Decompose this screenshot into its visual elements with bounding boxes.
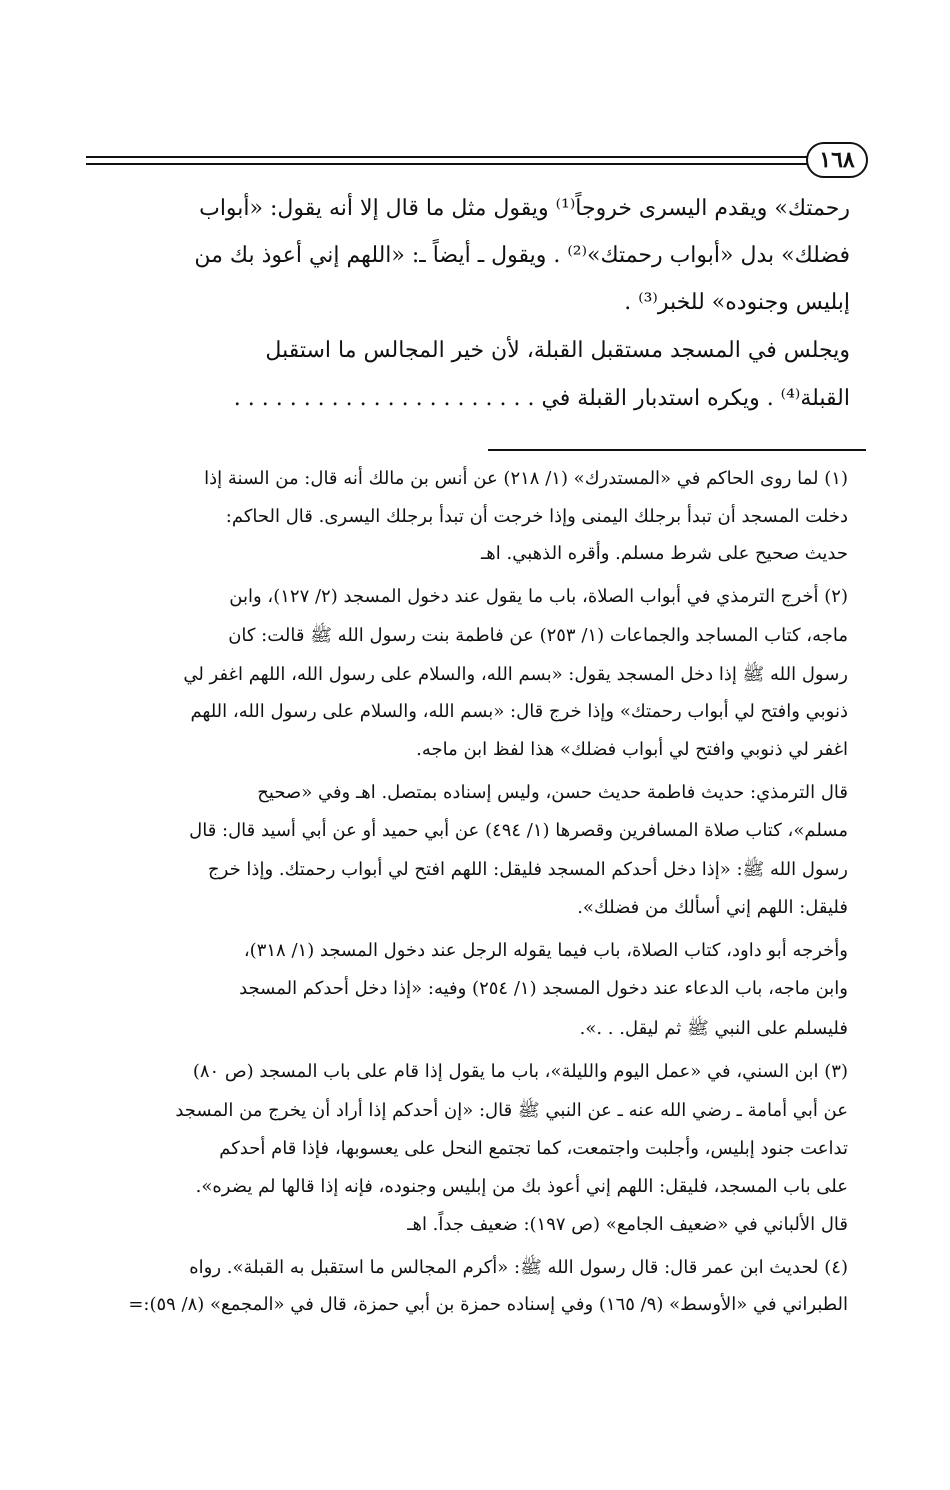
- footnote-line: على باب المسجد، فليقل: اللهم إني أعوذ بك من إبليس وجنوده، فإنه إذا قالها لم يضره».: [195, 1176, 848, 1197]
- footnote-line: دخلت المسجد أن تبدأ برجلك اليمنى وإذا خرجت أن تبدأ برجلك اليسرى. قال الحاكم:: [225, 506, 848, 527]
- main-text-line: إبليس وجنوده» للخبر⁽³⁾ .: [624, 290, 850, 315]
- footnote-line: فليقل: اللهم إني أسألك من فضلك».: [577, 897, 848, 918]
- footnote-line: اغفر لي ذنوبي وافتح لي أبواب فضلك» هذا لفظ ابن ماجه.: [416, 739, 848, 760]
- footnote-line: قال الألباني في «ضعيف الجامع» (ص ١٩٧): ضعيف جداً. اهـ: [407, 1214, 848, 1235]
- footnote-line: (٣) ابن السني، في «عمل اليوم والليلة»، باب ما يقول إذا قام على باب المسجد (ص ٨٠): [192, 1061, 848, 1082]
- footnote-line: عن أبي أمامة ـ رضي الله عنه ـ عن النبي ﷺ قال: «إن أحدكم إذا أراد أن يخرج من المسجد: [175, 1100, 848, 1121]
- footnote-line: مسلم»، كتاب صلاة المسافرين وقصرها (١/ ٤٩٤) عن أبي حميد أو عن أبي أسيد قال: قال: [189, 820, 848, 841]
- footnote-line: رسول الله ﷺ إذا دخل المسجد يقول: «بسم الله، والسلام على رسول الله، اللهم اغفر لي: [183, 664, 848, 685]
- footnote-line: (٤) لحديث ابن عمر قال: قال رسول الله ﷺ: «أكرم المجالس ما استقبل به القبلة». رواه: [189, 1257, 848, 1278]
- page-header: [86, 142, 868, 182]
- main-text-line: رحمتك» ويقدم اليسرى خروجاً⁽¹⁾ ويقول مثل ما قال إلا أنه يقول: «أبواب: [199, 196, 850, 221]
- footnote-line: ماجه، كتاب المساجد والجماعات (١/ ٢٥٣) عن فاطمة بنت رسول الله ﷺ قالت: كان: [228, 625, 848, 646]
- header-rule-top: [86, 156, 812, 158]
- footnote-line: فليسلم على النبي ﷺ ثم ليقل. . .».: [579, 1018, 848, 1039]
- footnote-line: ذنوبي وافتح لي أبواب رحمتك» وإذا خرج قال: «بسم الله، والسلام على رسول الله، اللهم: [190, 701, 848, 722]
- footnote-line: الطبراني في «الأوسط» (٩/ ١٦٥) وفي إسناده حمزة بن أبي حمزة، قال في «المجمع» (٨/ ٥٩):=: [128, 1294, 848, 1315]
- footnote-line: رسول الله ﷺ: «إذا دخل أحدكم المسجد فليقل: اللهم افتح لي أبواب رحمتك. وإذا خرج: [208, 859, 848, 880]
- main-text-line: القبلة⁽⁴⁾ . ويكره استدبار القبلة في . . . . . . . . . . . . . . . . . . . . . .: [233, 386, 850, 411]
- main-text-line: ويجلس في المسجد مستقبل القبلة، لأن خير المجالس ما استقبل: [265, 338, 850, 363]
- main-text-line: فضلك» بدل «أبواب رحمتك»⁽²⁾ . ويقول ـ أيضاً ـ: «اللهم إني أعوذ بك من: [194, 243, 850, 268]
- footnote-line: (١) لما روى الحاكم في «المستدرك» (١/ ٢١٨) عن أنس بن مالك أنه قال: من السنة إذا: [204, 468, 848, 489]
- footnote-line: حديث صحيح على شرط مسلم. وأقره الذهبي. اهـ: [481, 543, 848, 564]
- footnote-line: (٢) أخرج الترمذي في أبواب الصلاة، باب ما يقول عند دخول المسجد (٢/ ١٢٧)، وابن: [229, 586, 848, 607]
- footnote-divider: [488, 449, 866, 451]
- footnote-line: وابن ماجه، باب الدعاء عند دخول المسجد (١/ ٢٥٤) وفيه: «إذا دخل أحدكم المسجد: [239, 978, 848, 999]
- footnote-line: تداعت جنود إبليس، وأجلبت واجتمعت، كما تجتمع النحل على يعسوبها، فإذا قام أحدكم: [219, 1138, 848, 1159]
- footnote-line: قال الترمذي: حديث فاطمة حديث حسن، وليس إسناده بمتصل. اهـ وفي «صحيح: [257, 782, 848, 803]
- footnote-line: وأخرجه أبو داود، كتاب الصلاة، باب فيما يقوله الرجل عند دخول المسجد (١/ ٣١٨)،: [243, 940, 848, 961]
- header-rule-bottom: [86, 163, 812, 165]
- page-number: ١٦٨: [806, 142, 868, 178]
